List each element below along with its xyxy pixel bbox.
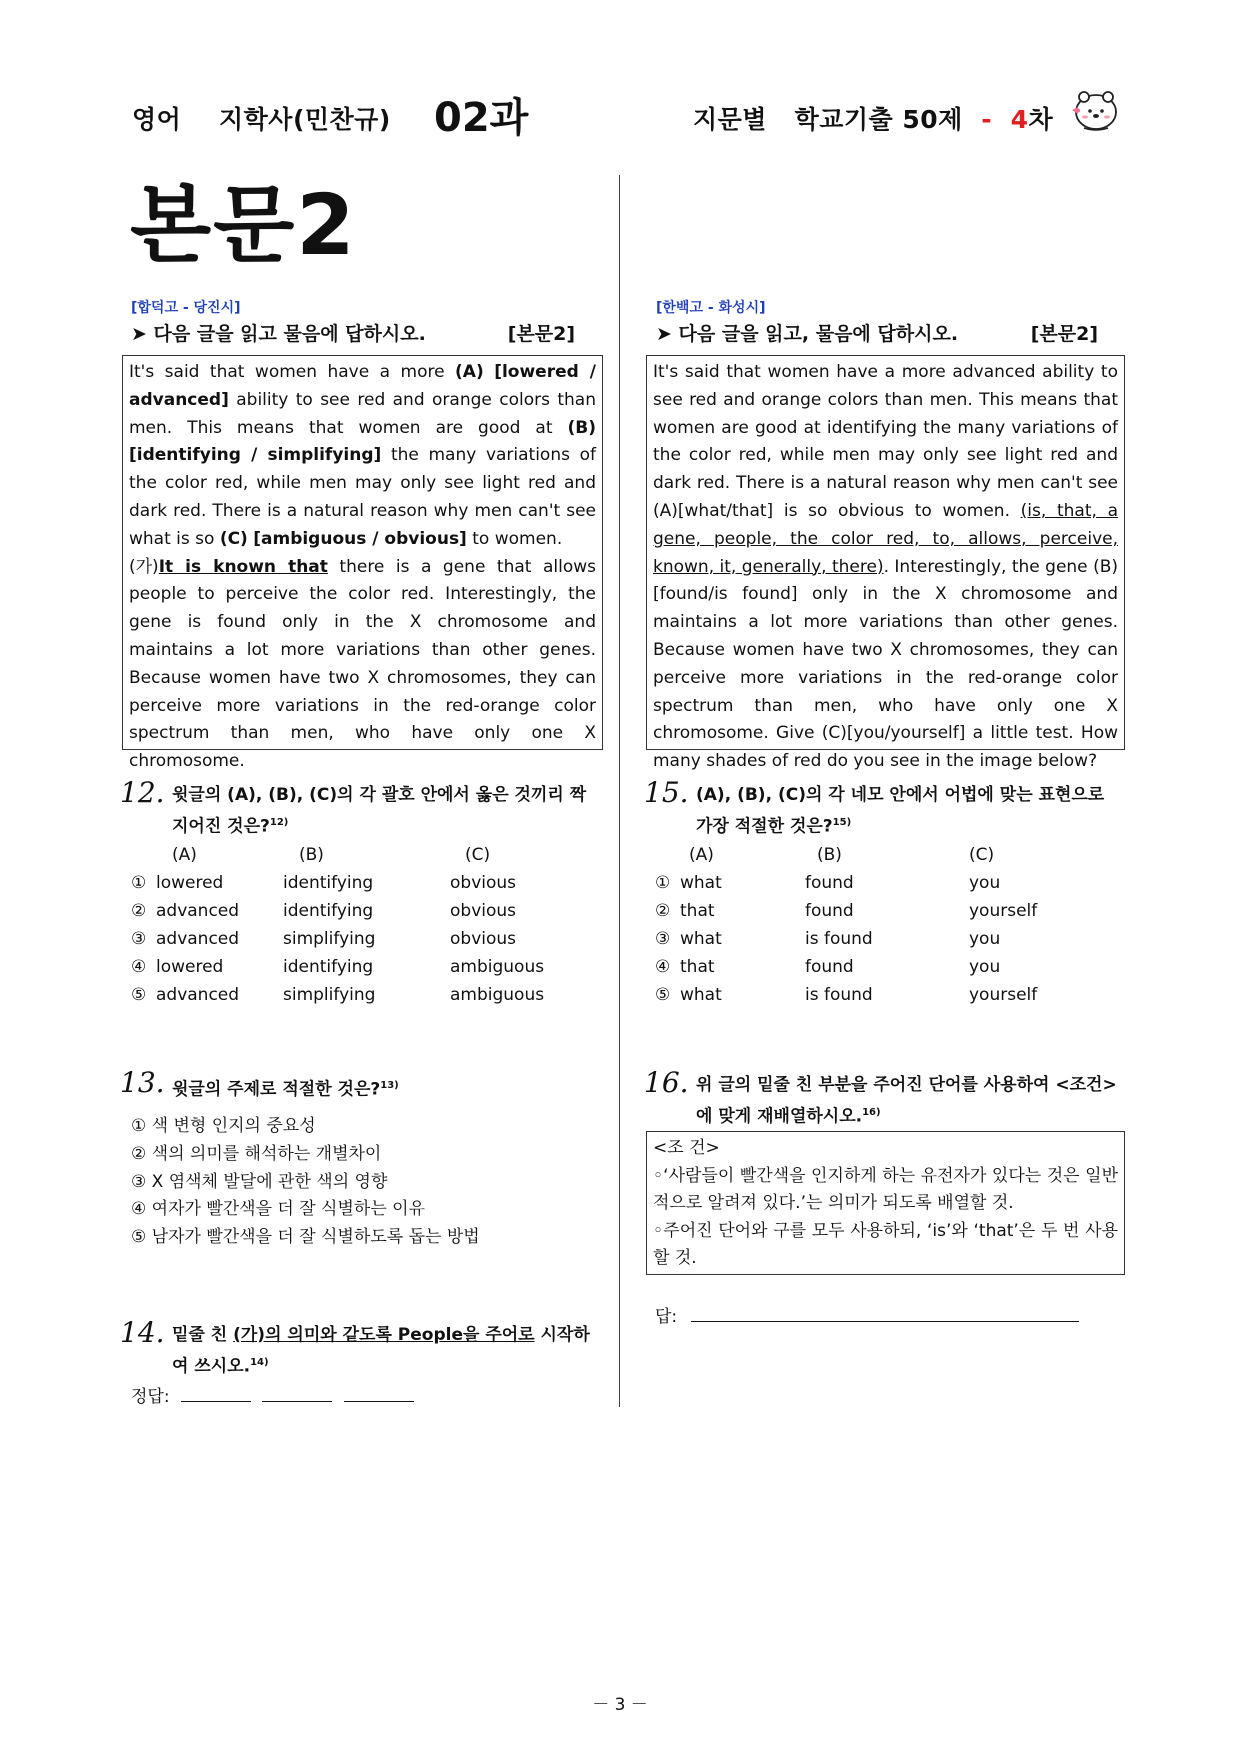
q12-opt3-a: advanced [156, 929, 240, 949]
list-item[interactable] [131, 898, 591, 926]
q14-question-underlined: (가)의 의미와 같도록 People을 주어로 [233, 1325, 535, 1345]
q12-options [131, 842, 591, 1010]
q12-opt1-a: lowered [156, 873, 224, 893]
q12-opt2-b: identifying [283, 901, 374, 921]
q15-header-a: (A) [689, 845, 714, 865]
q12-opt3-c: obvious [450, 929, 517, 949]
right-passage-box [646, 355, 1125, 772]
right-instruction [656, 319, 1098, 345]
q16-note: 16) [862, 1107, 881, 1118]
q16-condition-title: <조 건> [653, 1138, 720, 1158]
q12-opt4-a: lowered [156, 957, 224, 977]
bear-mascot-icon [1068, 86, 1120, 138]
q15-opt1-a: what [680, 873, 722, 893]
list-item[interactable] [655, 898, 1115, 926]
q16-condition-2: ◦주어진 단어와 구를 모두 사용하되, ‘is’와 ‘that’은 두 번 사용할 것. [653, 1220, 1118, 1268]
list-item[interactable]: ③ X 염색체 발달에 관한 색의 영향 [131, 1171, 388, 1192]
left-passage-c-choice: [ambiguous / obvious] [253, 528, 467, 549]
q14-answer-blank-2[interactable] [262, 1401, 332, 1402]
left-source: [합덕고 - 당진시] [131, 300, 241, 316]
left-passage-a-label: (A) [455, 362, 484, 382]
q15-opt4-c: you [969, 957, 1001, 977]
q12-opt5-b: simplifying [283, 985, 376, 1005]
list-item[interactable]: ④ 여자가 빨간색을 더 잘 식별하는 이유 [131, 1199, 425, 1220]
list-item[interactable]: ⑤ 남자가 빨간색을 더 잘 식별하도록 돕는 방법 [131, 1227, 480, 1248]
q12-opt5-a: advanced [156, 985, 240, 1005]
q14-answer-row [131, 1384, 414, 1412]
list-item[interactable] [655, 926, 1115, 954]
q12-opt2-a: advanced [156, 901, 240, 921]
q15-question [696, 782, 1120, 841]
list-item[interactable] [655, 870, 1115, 898]
q16-answer-blank[interactable] [691, 1321, 1079, 1322]
q15-opt1-b: found [805, 873, 854, 893]
q12-note: 12) [269, 817, 289, 828]
q12-opt4-b: identifying [283, 957, 374, 977]
publisher-label: 지학사(민찬규) [219, 105, 391, 134]
q12-opt2-num: ② [131, 901, 147, 921]
q15-opt3-num: ③ [655, 929, 671, 949]
left-passage-text-3: the many variations of the color red, while men may only see light red and dark red. There is a natural reason why men can't see what is so [129, 445, 596, 549]
series-dash: - [981, 105, 993, 134]
q15-opt5-a: what [680, 985, 722, 1005]
round-number: 4 [1010, 105, 1029, 134]
q14-answer-blank-3[interactable] [344, 1401, 414, 1402]
left-passage-text-2: ability to see red and orange colors than men. This means that women are good at [129, 389, 596, 438]
list-item[interactable]: ① 색 변형 인지의 중요성 [131, 1116, 316, 1136]
page-number: － 3 － [592, 1695, 648, 1715]
q14-question-post: 시작하여 쓰시오. [172, 1325, 590, 1377]
q14-answer-blank-1[interactable] [181, 1401, 251, 1402]
q12-opt1-b: identifying [283, 873, 374, 893]
q12-opt1-num: ① [131, 873, 147, 893]
left-passage-text-4: to women. [466, 528, 563, 549]
lesson-label: 02과 [434, 95, 529, 141]
q15-opt5-b: is found [805, 985, 873, 1005]
right-passage-text-2: . Interestingly, the gene (B)[found/is found] only in the X chromosome and maintains a lot more variations than other genes. Because women have two X chromosomes, they can perceive more variations in the red-orange color spectrum than men, who have only one X chromosome. Give (C)[you/yourself] a little test. How many shades of red do you see in the image below? [653, 556, 1118, 772]
left-passage-ga-label: (가) [129, 556, 159, 577]
q15-header-c: (C) [969, 845, 995, 865]
right-instruction-text: ➤ 다음 글을 읽고, 물음에 답하시오. [656, 323, 959, 345]
q14-answer-label: 정답: [131, 1387, 170, 1407]
q12-opt4-c: ambiguous [450, 957, 545, 977]
q16-answer-label: 답: [655, 1307, 678, 1327]
q15-opt3-a: what [680, 929, 722, 949]
left-passage-box [122, 355, 603, 772]
q15-opt2-b: found [805, 901, 854, 921]
q15-header-b: (B) [817, 845, 842, 865]
list-item[interactable] [655, 954, 1115, 982]
q15-opt4-b: found [805, 957, 854, 977]
q15-number: 15. [644, 776, 689, 809]
q15-opt4-num: ④ [655, 957, 671, 977]
list-item[interactable] [131, 982, 591, 1010]
series-prefix: 지문별 [693, 105, 767, 134]
list-item[interactable] [131, 954, 591, 982]
left-passage-ga-underlined: It is known that [158, 556, 328, 577]
q15-note: 15) [832, 817, 852, 828]
list-item[interactable] [131, 870, 591, 898]
q12-question [172, 782, 594, 841]
list-item[interactable]: ② 색의 의미를 해석하는 개별차이 [131, 1143, 382, 1164]
q15-opt4-a: that [680, 957, 715, 977]
q16-answer-row [655, 1304, 1079, 1332]
q15-options [655, 842, 1115, 1010]
q15-opt5-num: ⑤ [655, 985, 671, 1005]
right-passage-tag: [본문2] [1030, 323, 1098, 345]
q15-opt3-b: is found [805, 929, 873, 949]
q16-condition-1: ◦‘사람들이 빨간색을 인지하게 하는 유전자가 있다는 것은 일반적으로 알려져 있다.’는 의미가 되도록 배열할 것. [653, 1165, 1118, 1213]
q16-number: 16. [644, 1066, 689, 1099]
q12-opt4-num: ④ [131, 957, 147, 977]
list-item[interactable] [655, 982, 1115, 1010]
q13-note: 13) [380, 1080, 399, 1091]
left-passage-b-choice: [identifying / simplifying] [129, 445, 382, 466]
q15-opt1-c: you [969, 873, 1001, 893]
right-passage-text-1: It's said that women have a more advanced ability to see red and orange colors than men. This means that women are good at identifying the many variations of the color red, while men may only see light red and dark red. There is a natural reason why men can't see (A)[what/that] is so obvious to women. [653, 362, 1118, 521]
q15-question-text: (A), (B), (C)의 각 네모 안에서 어법에 맞는 표현으로 가장 적절한 것은? [696, 785, 1105, 837]
subject-label: 영어 [132, 105, 182, 134]
right-passage-scramble: (is, that, a gene, people, the color red, to, allows, perceive, known, it, generally, there) [653, 500, 1118, 577]
q15-opt3-c: you [969, 929, 1001, 949]
q13-question-text: 윗글의 주제로 적절한 것은? [172, 1079, 381, 1100]
q14-question [172, 1322, 594, 1381]
q15-opt2-c: yourself [969, 901, 1038, 921]
q13-number: 13. [120, 1066, 165, 1099]
q16-question [696, 1072, 1120, 1131]
q12-question-text: 윗글의 (A), (B), (C)의 각 괄호 안에서 옳은 것끼리 짝지어진 것은? [172, 785, 587, 837]
q12-opt5-num: ⑤ [131, 985, 147, 1005]
q15-opt1-num: ① [655, 873, 671, 893]
section-title: 본문2 [130, 176, 357, 274]
series-mid: 학교기출 50제 [794, 105, 963, 134]
q14-number: 14. [120, 1316, 165, 1349]
left-passage-tag: [본문2] [507, 323, 575, 345]
q13-question [172, 1072, 594, 1104]
series-label [693, 100, 1053, 136]
left-passage-a-choice: [lowered / advanced] [129, 362, 596, 410]
q16-question-text: 위 글의 밑줄 친 부분을 주어진 단어를 사용하여 <조건>에 맞게 재배열하시오. [696, 1075, 1117, 1127]
q14-note: 14) [250, 1357, 269, 1368]
q16-condition-box [646, 1131, 1125, 1275]
q12-opt5-c: ambiguous [450, 985, 545, 1005]
left-passage-text-1: It's said that women have a more [129, 362, 456, 382]
q12-header-b: (B) [299, 845, 324, 865]
q12-opt2-c: obvious [450, 901, 517, 921]
left-passage-b-label: (B) [567, 417, 596, 438]
q15-opt2-a: that [680, 901, 715, 921]
left-instruction [131, 319, 575, 345]
q12-number: 12. [120, 776, 165, 809]
left-passage-text-5: there is a gene that allows people to perceive the color red. Interestingly, the gene is found only in the X chromosome and maintains a lot more variations than other genes. Because women have two X chromosomes, they can perceive more variations in the red-orange color spectrum than men, who have only one X chromosome. [129, 556, 596, 772]
q12-header-c: (C) [465, 845, 491, 865]
q14-question-pre: 밑줄 친 [172, 1325, 234, 1345]
q12-opt3-num: ③ [131, 929, 147, 949]
left-passage-c-label: (C) [219, 528, 248, 549]
q13-options [131, 1113, 591, 1252]
left-instruction-text: ➤ 다음 글을 읽고 물음에 답하시오. [131, 323, 426, 345]
q12-header-a: (A) [172, 845, 197, 865]
column-divider [619, 175, 620, 1407]
q12-opt3-b: simplifying [283, 929, 376, 949]
round-suffix: 차 [1028, 105, 1054, 134]
q15-opt5-c: yourself [969, 985, 1038, 1005]
right-source: [한백고 - 화성시] [656, 300, 766, 316]
list-item[interactable] [131, 926, 591, 954]
q15-opt2-num: ② [655, 901, 671, 921]
q12-opt1-c: obvious [450, 873, 517, 893]
